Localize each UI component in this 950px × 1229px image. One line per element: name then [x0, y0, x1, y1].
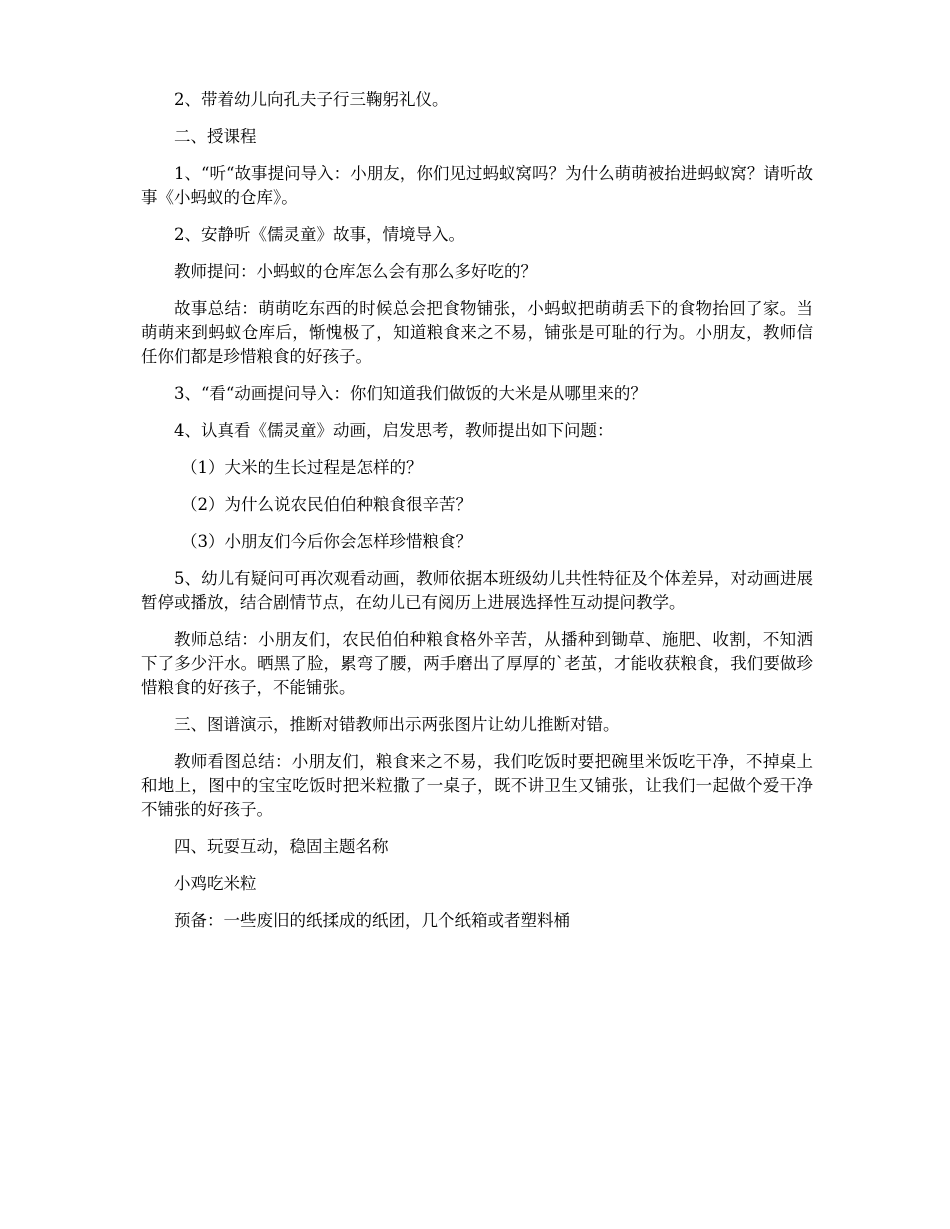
question-2: （2）为什么说农民伯伯种粮食很辛苦？ — [181, 495, 472, 514]
question-1: （1）大米的生长过程是怎样的？ — [181, 458, 423, 477]
document-page — [141, 88, 813, 946]
paragraph-8: 4、认真看《儒灵童》动画，启发思考，教师提出如下问题： — [174, 421, 614, 440]
paragraph-12: 5、幼儿有疑问可再次观看动画，教师依据本班级幼儿共性特征及个体差异，对动画进展暂停或播放，结合剧情节点，在幼儿已有阅历上进展选择性互动提问教学。 — [141, 569, 813, 612]
paragraph-7: 3、“看“动画提问导入：你们知道我们做饭的大米是从哪里来的？ — [174, 384, 647, 403]
paragraph-15: 教师看图总结：小朋友们，粮食来之不易，我们吃饭时要把碗里米饭吃干净，不掉桌上和地上，图中的宝宝吃饭时把米粒撒了一桌子，既不讲卫生又铺张，让我们一起做个爱干净不铺张的好孩子。 — [141, 752, 813, 819]
paragraph-6: 故事总结：萌萌吃东西的时候总会把食物铺张，小蚂蚁把萌萌丢下的食物抬回了家。当萌萌来到蚂蚁仓库后，惭愧极了，知道粮食来之不易，铺张是可耻的行为。小朋友，教师信任你们都是珍惜粮食的好孩子。 — [141, 299, 813, 366]
paragraph-3: 1、“听“故事提问导入：小朋友，你们见过蚂蚁窝吗？为什么萌萌被抬进蚂蚁窝？请听故事《小蚂蚁的仓库》。 — [141, 164, 813, 207]
paragraph-4: 2、安静听《儒灵童》故事，情境导入。 — [174, 225, 465, 244]
paragraph-5: 教师提问：小蚂蚁的仓库怎么会有那么多好吃的？ — [174, 262, 537, 281]
paragraph-13: 教师总结：小朋友们，农民伯伯种粮食格外辛苦，从播种到锄草、施肥、收割，不知洒下了多少汗水。晒黑了脸，累弯了腰，两手磨出了厚厚的`老茧，才能收获粮食，我们要做珍惜粮食的好孩子，不能铺张。 — [141, 630, 813, 697]
section-heading-2: 二、授课程 — [174, 127, 257, 146]
section-heading-16: 四、玩耍互动，稳固主题名称 — [174, 837, 389, 856]
paragraph-1: 2、带着幼儿向孔夫子行三鞠躬礼仪。 — [174, 90, 449, 109]
paragraph-18: 预备：一些废旧的纸揉成的纸团，几个纸箱或者塑料桶 — [174, 911, 570, 930]
question-3: （3）小朋友们今后你会怎样珍惜粮食？ — [181, 532, 472, 551]
section-heading-14: 三、图谱演示，推断对错教师出示两张图片让幼儿推断对错。 — [174, 715, 620, 734]
game-title: 小鸡吃米粒 — [174, 874, 257, 893]
